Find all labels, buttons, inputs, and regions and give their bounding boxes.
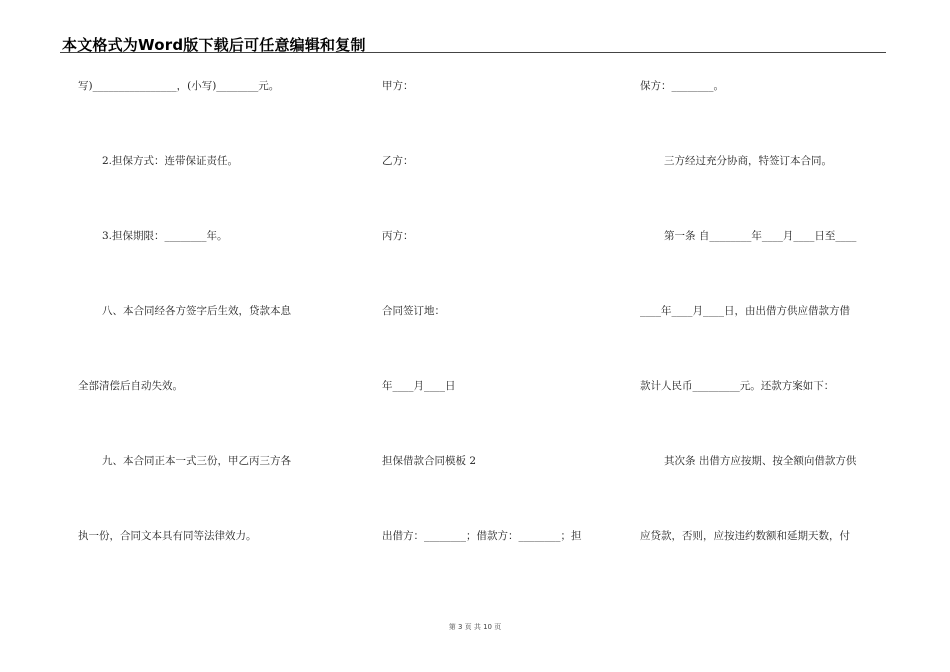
text-line: 执一份，合同文本具有同等法律效力。 [78,530,257,542]
text-line: 八、本合同经各方签字后生效，贷款本息 [102,305,291,317]
text-line: 2.担保方式：连带保证责任。 [102,155,239,167]
text-line: 三方经过充分协商，特签订本合同。 [664,155,832,167]
text-line: 全部清偿后自动失效。 [78,380,183,392]
text-line: 3.担保期限：________年。 [102,230,228,242]
text-line: 甲方： [382,80,414,92]
text-column-right [640,0,890,672]
section-heading: 担保借款合同模板 2 [382,455,477,467]
text-line: 保方：________。 [640,80,724,92]
page-number-footer: 第 3 页 共 10 页 [448,623,502,631]
text-line: 第一条 自________年____月____日至____ [664,230,857,242]
text-line: 丙方： [382,230,414,242]
text-line: 年____月____日 [382,380,456,392]
text-line: 款计人民币_________元。还款方案如下： [640,380,835,392]
text-column-left [78,0,328,672]
text-line: 乙方： [382,155,414,167]
text-line: 应贷款，否则，应按违约数额和延期天数，付 [640,530,850,542]
text-line: 合同签订地： [382,305,445,317]
text-line: 其次条 出借方应按期、按全额向借款方供 [664,455,857,467]
text-line: 写)________________，(小写)________元。 [78,80,280,92]
page-header-title: 本文格式为Word版下载后可任意编辑和复制 [62,36,366,54]
text-column-middle [382,0,612,672]
text-line: 出借方：________；借款方：________；担 [382,530,582,542]
text-line: ____年____月____日，由出借方供应借款方借 [640,305,850,317]
text-line: 九、本合同正本一式三份，甲乙丙三方各 [102,455,291,467]
